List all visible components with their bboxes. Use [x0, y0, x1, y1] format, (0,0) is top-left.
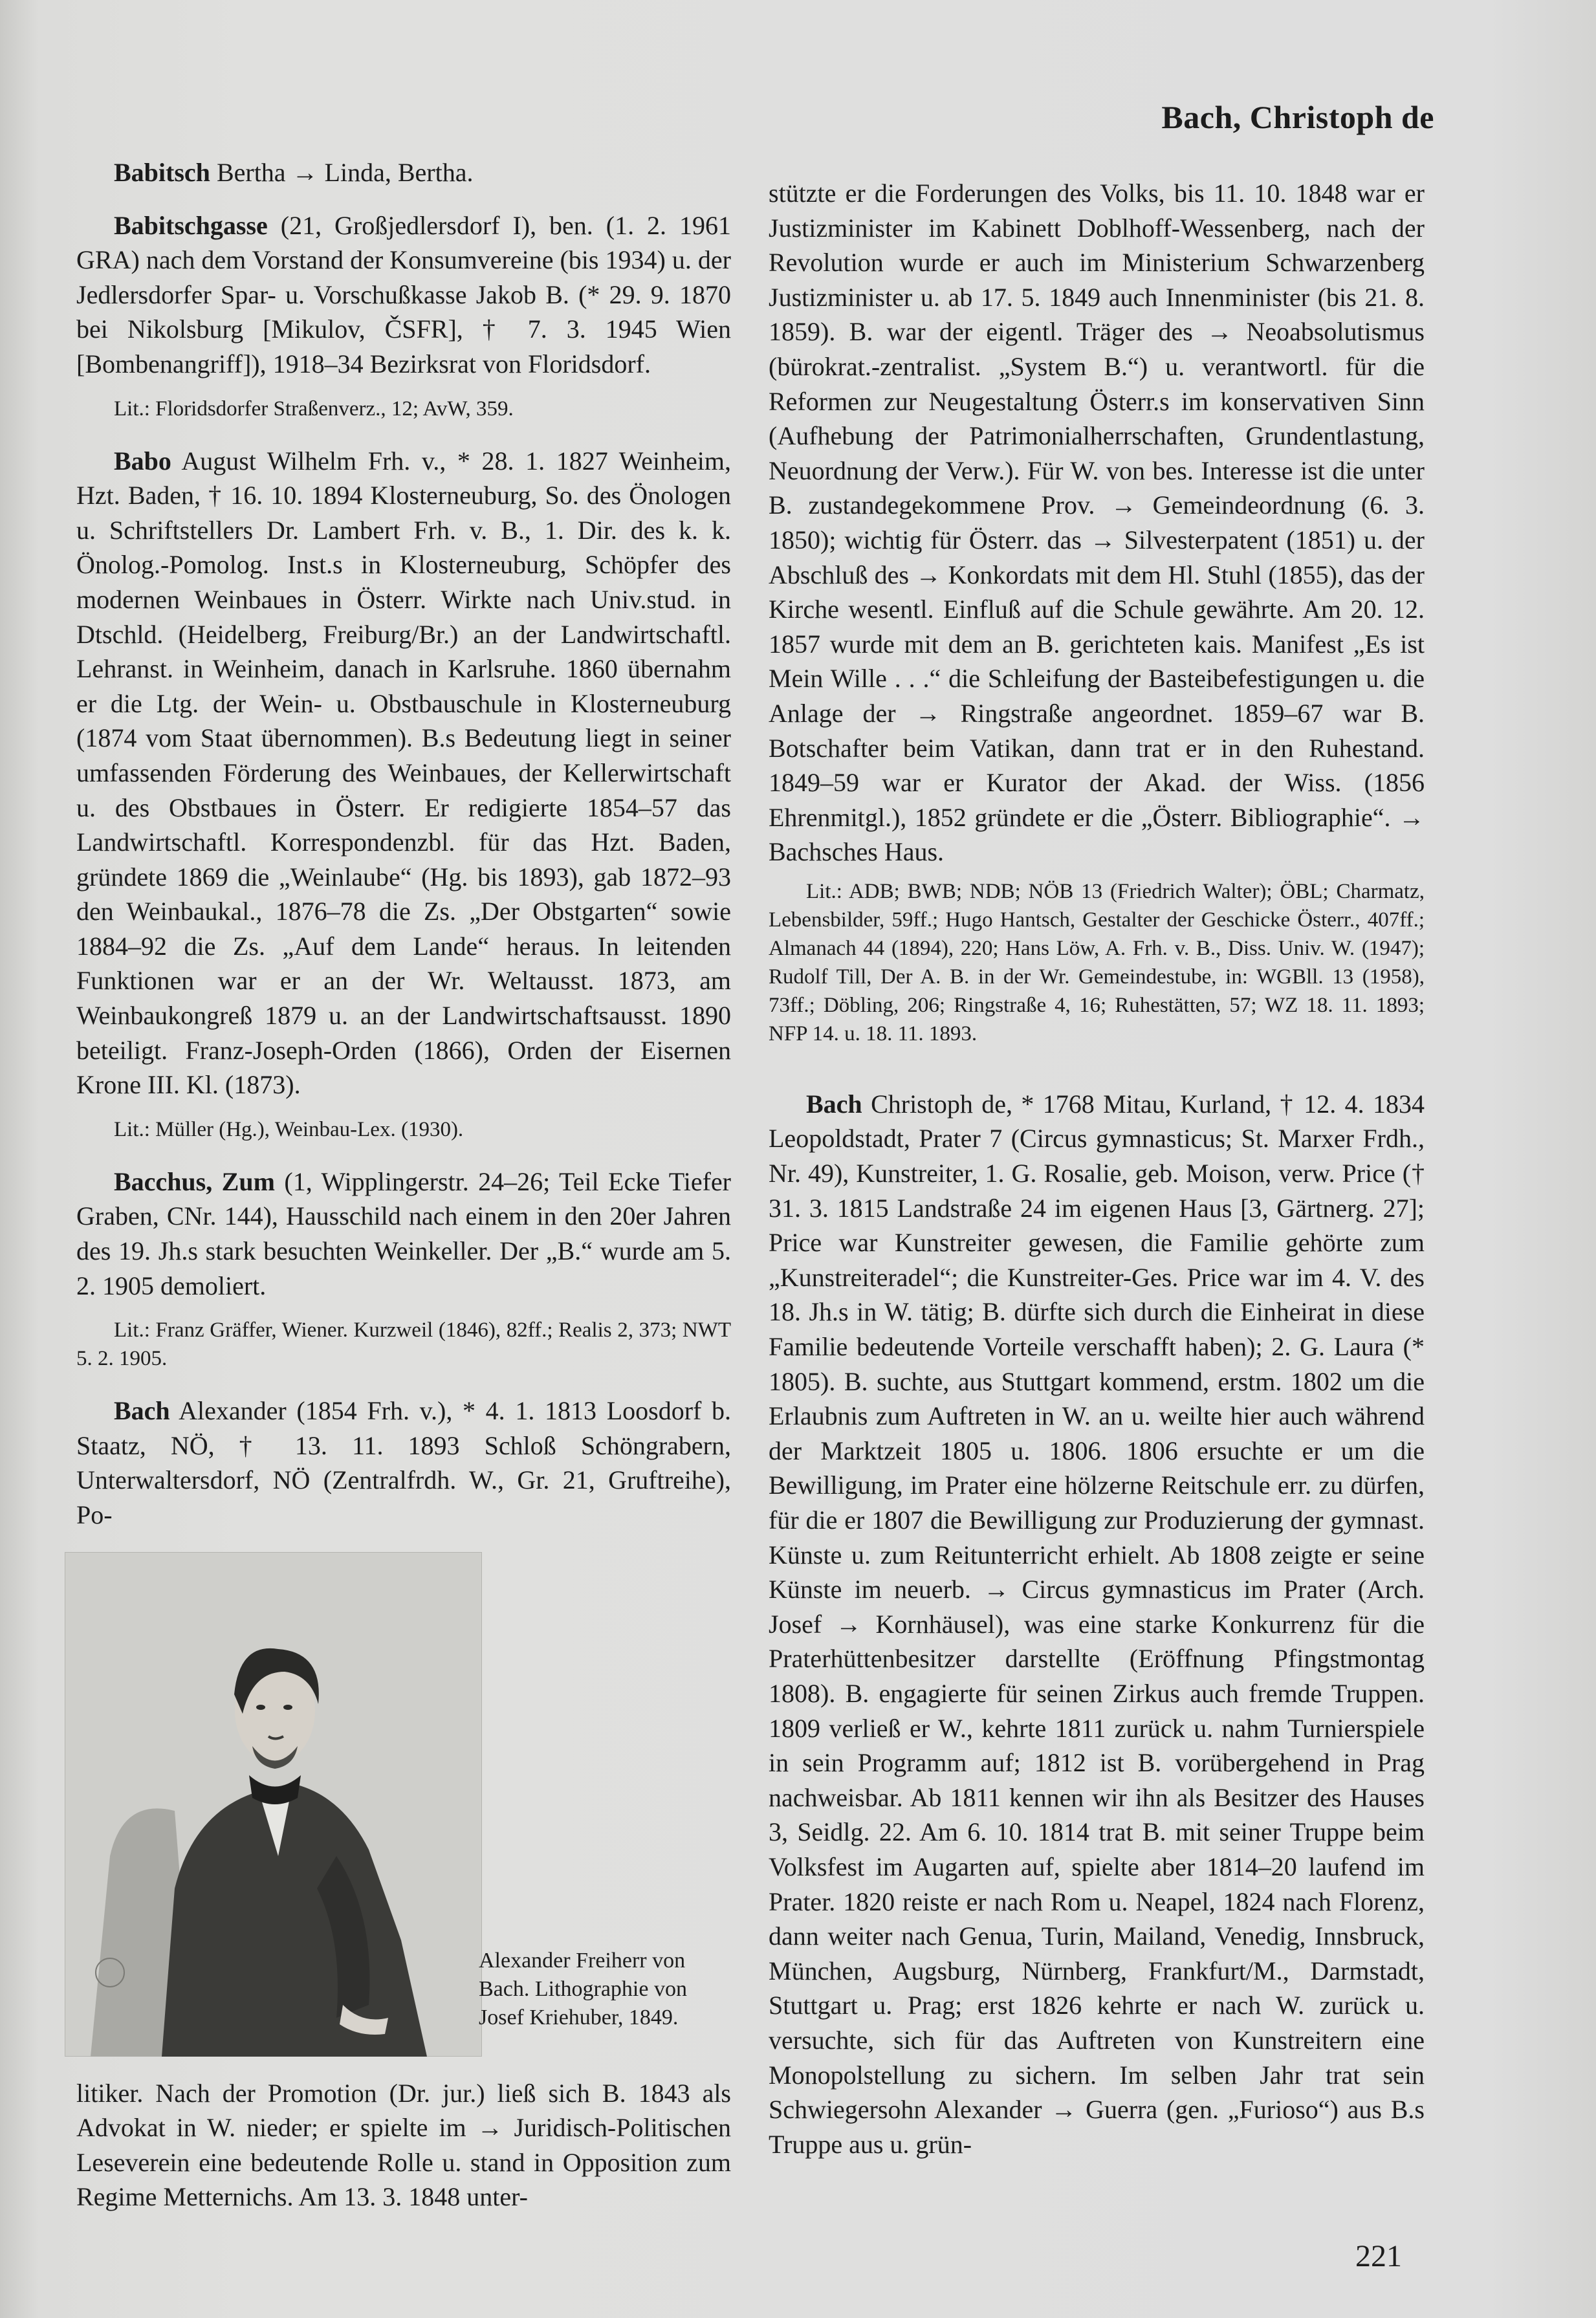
entry-text: Alexander (1854 Frh. v.), * 4. 1. 1813 Loosdorf b. Staatz, NÖ, † 13. 11. 1893 Schloß Schöngrabern, Unterwaltersdorf, NÖ (Zentralfrdh. W., Gr. 21, Gruftreihe), Po- — [76, 1396, 731, 1529]
headword: Babitsch — [114, 158, 210, 187]
headword: Bach — [806, 1089, 862, 1119]
entry-bacchus — [76, 1164, 731, 1303]
entry-text: Christoph de, * 1768 Mitau, Kurland, † 12. 4. 1834 Leopoldstadt, Prater 7 (Circus gymnasticus; St. Marxer Frdh., Nr. 49), Kunstreiter, 1. G. Rosalie, geb. Moison, verw. Price († 31. 3. 1815 Landstraße 24 im eigenen Haus [3, Gärtnerg. 27]; Price war Kunstreiter gewesen, die Familie gehörte zum „Kunstreiteradel“; die Kunstreiter-Ges. Price war im 4. V. des 18. Jh.s in W. tätig; B. dürfte sich durch die Einheirat in diese Familie bedeutende Vorteile verschafft haben); 2. G. Laura (* 1805). B. suchte, aus Stuttgart kommend, erstm. 1802 um die Erlaubnis zum Auftreten in W. an u. weilte hier auch während der Marktzeit 1805 u. 1806. 1806 ersuchte er um die Bewilligung, im Prater eine hölzerne Reitschule err. zu dürfen, für die er 1807 die Bewilligung zur Produzierung der gymnast. Künste u. zum Reitunterricht erhielt. Ab 1808 zeigte er seine Künste im neuerb. → Circus gymnasticus im Prater (Arch. Josef → Kornhäusel), was eine starke Konkurrenz für die Praterhüttenbesitzer darstellte (Eröffnung Pfingstmontag 1808). B. engagierte für seinen Zirkus auch fremde Truppen. 1809 verließ er W., kehrte 1811 zurück u. nahm Turnierspiele in sein Programm auf; 1812 ist B. vorübergehend in Prag nachweisbar. Ab 1811 kennen wir ihn als Besitzer des Hauses 3, Seidlg. 22. Am 6. 10. 1814 trat B. mit seiner Truppe beim Volksfest im Augarten auf, spielte aber 1814–20 laufend im Prater. 1820 reiste er nach Rom u. Neapel, 1824 nach Florenz, dann weiter nach Genua, Turin, Mailand, Venedig, Innsbruck, München, Augsburg, Nürnberg, Frankfurt/M., Darmstadt, Stuttgart u. Prag; erst 1826 kehrte er nach W. zurück u. versuchte, sich für das Auftreten von Kunstreitern eine Monopolstellung zu sichern. Im selben Jahr trat sein Schwiegersohn Alexander → Guerra (gen. „Furioso“) aus B.s Truppe aus u. grün- — [769, 1089, 1425, 2159]
literature-bach-alexander: Lit.: ADB; BWB; NDB; NÖB 13 (Friedrich Walter); ÖBL; Charmatz, Lebensbilder, 59ff.; Hugo Hantsch, Gestalter der Geschicke Österr., 407ff.; Almanach 44 (1894), 220; Hans Löw, A. Frh. v. B., Diss. Univ. W. (1947); Rudolf Till, Der A. B. in der Wr. Gemeindestube, in: WGBll. 13 (1958), 73ff.; Döbling, 206; Ringstraße 4, 16; Ruhestätten, 57; WZ 18. 11. 1893; NFP 14. u. 18. 11. 1893. — [769, 879, 1425, 1045]
headword: Babo — [114, 446, 171, 476]
entry-text: (1, Wipplingerstr. 24–26; Teil Ecke Tiefer Graben, CNr. 144), Hausschild nach einem in den 20er Jahren des 19. Jh.s stark besuchten Weinkeller. Der „B.“ wurde am 5. 2. 1905 demoliert. — [76, 1166, 731, 1300]
left-column — [76, 155, 731, 2231]
entry-bach-christoph — [769, 1087, 1425, 2161]
entry-bach-alexander — [76, 1394, 731, 1532]
entry-babitsch — [76, 155, 731, 190]
entry-text: (21, Großjedlersdorf I), ben. (1. 2. 1961 GRA) nach dem Vorstand der Konsumvereine (bis 1934) u. der Jedlersdorfer Spar- u. Vorschußkasse Jakob B. (* 29. 9. 1870 bei Nikolsburg [Mikulov, ČSFR], † 7. 3. 1945 Wien [Bombenangriff]), 1918–34 Bezirksrat von Floridsdorf. — [76, 210, 731, 378]
entry-bach-alexander-continued: stützte er die Forderungen des Volks, bis 11. 10. 1848 war er Justizminister im Kabinett Doblhoff-Wessenberg, nach der Revolution wurde er auch im Ministerium Schwarzenberg Justizminister u. ab 17. 5. 1849 auch Innenminister (bis 21. 8. 1859). B. war der eigentl. Träger des → Neoabsolutismus (bürokrat.-zentralist. „System B.“) u. verantwortl. für die Reformen zur Neugestaltung Österr.s im konservativen Sinn (Aufhebung der Patrimonialherrschaften, Grundentlastung, Neuordnung der Verw.). Für W. von bes. Interesse ist die unter B. zustandegekommene Prov. → Gemeindeordnung (6. 3. 1850); wichtig für Österr. das → Silvesterpatent (1851) u. der Abschluß des → Konkordats mit dem Hl. Stuhl (1855), das der Kirche wesentl. Einfluß auf die Schule gewährte. Am 20. 12. 1857 wurde mit dem an B. gerichteten kais. Manifest „Es ist Mein Wille . . .“ die Schleifung der Basteibefestigungen u. die Anlage der → Ringstraße angeordnet. 1859–67 war B. Botschafter beim Vatikan, dann trat er in den Ruhestand. 1849–59 war er Kurator der Akad. der Wiss. (1856 Ehrenmitgl.), 1852 gründete er die „Österr. Bibliographie“. → Bachsches Haus. — [769, 179, 1425, 867]
headword: Babitschgasse — [114, 210, 268, 240]
headword: Bacchus, Zum — [114, 1166, 275, 1196]
portrait-lithograph — [65, 1552, 482, 2057]
literature-babitschgasse: Lit.: Floridsdorfer Straßenverz., 12; AvW, 359. — [114, 397, 514, 421]
portrait-figure — [65, 1552, 731, 2063]
entry-text: Bertha → Linda, Bertha. — [210, 158, 474, 187]
portrait-caption: Alexander Freiherr von Bach. Lithographie von Josef Kriehuber, 1849. — [479, 1948, 687, 2029]
literature-babo: Lit.: Müller (Hg.), Weinbau-Lex. (1930). — [114, 1117, 464, 1141]
entry-bach-alexander-continuation: litiker. Nach der Promotion (Dr. jur.) ließ sich B. 1843 als Advokat in W. nieder; er spielte im → Juridisch-Politischen Leseverein eine bedeutende Rolle u. stand in Opposition zum Regime Metternichs. Am 13. 3. 1848 unter- — [76, 2078, 731, 2212]
entry-babitschgasse — [76, 208, 731, 382]
headword: Bach — [114, 1396, 170, 1426]
entry-babo — [76, 444, 731, 1102]
running-head: Bach, Christoph de — [1161, 99, 1434, 135]
page-number: 221 — [1355, 2239, 1402, 2273]
entry-text: August Wilhelm Frh. v., * 28. 1. 1827 Weinheim, Hzt. Baden, † 16. 10. 1894 Klosterneuburg, So. des Önologen u. Schriftstellers Dr. Lambert Frh. v. B., 1. Dir. des k. k. Önolog.-Pomolog. Inst.s in Klosterneuburg, Schöpfer des modernen Weinbaues in Österr. Wirkte nach Univ.stud. in Dtschld. (Heidelberg, Freiburg/Br.) an der Landwirtschaftl. Lehranst. in Weinheim, danach in Karlsruhe. 1860 übernahm er die Ltg. der Wein- u. Obstbauschule in Klosterneuburg (1874 vom Staat übernommen). B.s Bedeutung liegt in seiner umfassenden Förderung des Weinbaues, der Kellerwirtschaft u. des Obstbaues in Österr. Er redigierte 1854–57 das Landwirtschaftl. Korrespondenzbl. für das Hzt. Baden, gründete 1869 die „Weinlaube“ (Hg. bis 1893), gab 1872–93 den Weinbaukal., 1876–78 die Zs. „Der Obstgarten“ sowie 1884–92 die Zs. „Auf dem Lande“ heraus. In leitenden Funktionen war er an der Wr. Weltausst. 1873, am Weinbaukongreß 1879 u. an der Landwirtschaftsausst. 1890 beteiligt. Franz-Joseph-Orden (1866), Orden der Eisernen Krone III. Kl. (1873). — [76, 446, 731, 1100]
right-column — [769, 176, 1425, 2180]
literature-bacchus: Lit.: Franz Gräffer, Wiener. Kurzweil (1846), 82ff.; Realis 2, 373; NWT 5. 2. 1905. — [76, 1318, 731, 1371]
